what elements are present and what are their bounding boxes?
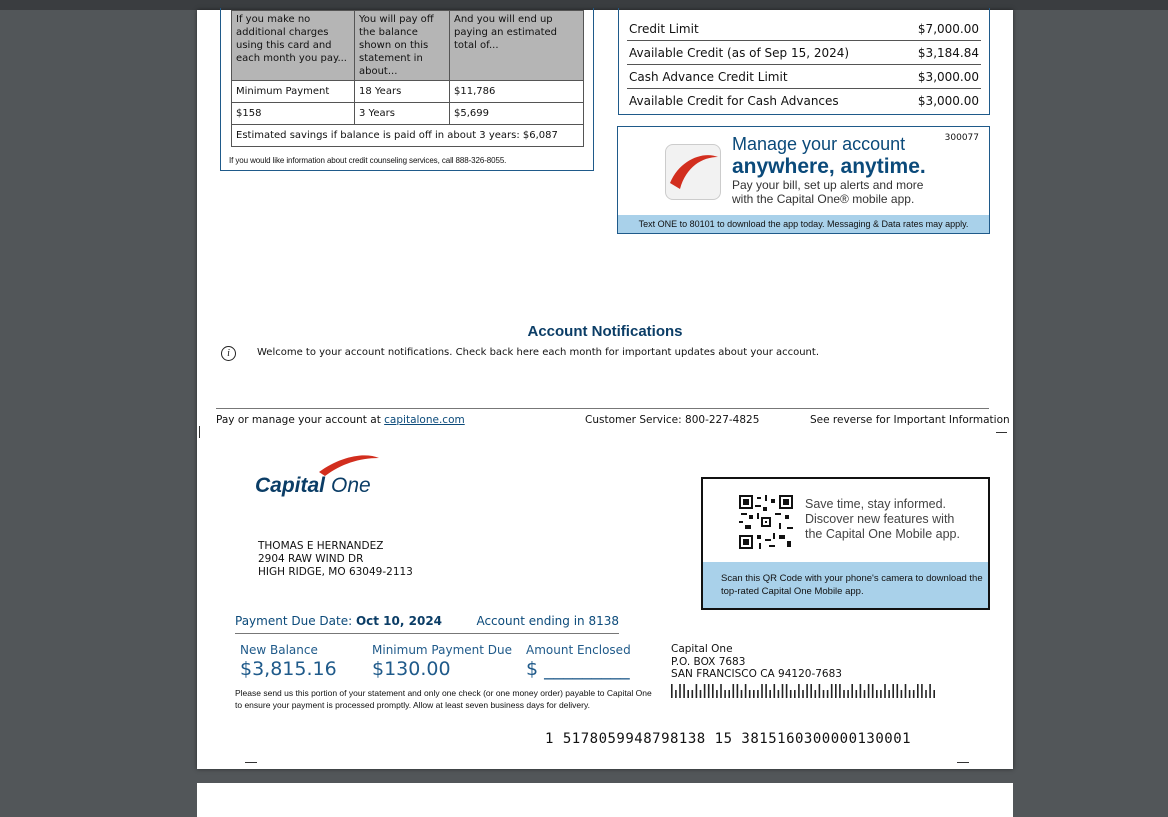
table-cell: 3 Years	[355, 103, 450, 125]
mobile-app-ad	[617, 126, 990, 234]
pay-online-text	[216, 414, 465, 426]
barcode-bar	[831, 684, 833, 698]
limit-label: Credit Limit	[629, 21, 699, 36]
cash-advance-limit-row	[627, 65, 981, 89]
qr-ad-line: Discover new features with	[805, 512, 955, 526]
limit-value: $3,184.84	[917, 45, 979, 60]
barcode-bar	[749, 690, 751, 698]
pay-prefix: Pay or manage your account at	[216, 414, 385, 426]
table-cell: $5,699	[450, 103, 584, 125]
credit-limit-box	[618, 8, 990, 115]
barcode-bar	[868, 684, 870, 698]
payoff-table	[231, 10, 584, 147]
min-payment: $130.00	[372, 658, 451, 680]
barcode-bar	[905, 684, 907, 698]
table-header: You will pay off the balance shown on this statement in about...	[355, 11, 450, 81]
instruction-line: Please send us this portion of your statement and only one check (or one money order) payable to Capital One	[235, 688, 652, 698]
statement-page	[197, 10, 1013, 769]
crop-mark	[199, 426, 200, 438]
customer-city: HIGH RIDGE, MO 63049-2113	[258, 566, 413, 578]
next-page	[197, 783, 1013, 817]
barcode-bar	[683, 684, 685, 698]
barcode-bar	[884, 684, 886, 698]
due-date: Oct 10, 2024	[355, 614, 443, 628]
barcode-bar	[757, 690, 759, 698]
amount-enclosed-field[interactable]: $ _________	[526, 658, 630, 680]
barcode-bar	[880, 690, 882, 698]
estimated-savings: Estimated savings if balance is paid off in about 3 years: $6,087	[232, 125, 584, 147]
barcode-bar	[892, 684, 894, 698]
ad-body-line: with the Capital One® mobile app.	[732, 192, 915, 206]
barcode-bar	[741, 690, 743, 698]
barcode-bar	[819, 684, 821, 698]
capital-one-logo	[255, 450, 395, 510]
barcode-bar	[687, 690, 689, 698]
due-date-label: Payment Due Date:	[235, 614, 353, 628]
barcode-bar	[827, 690, 829, 698]
barcode-bar	[745, 684, 747, 698]
barcode-bar	[724, 690, 726, 698]
barcode-bar	[933, 690, 935, 698]
barcode-bar	[782, 684, 784, 698]
barcode-bar	[864, 690, 866, 698]
limit-label: Cash Advance Credit Limit	[629, 69, 788, 84]
barcode-bar	[847, 690, 849, 698]
available-credit-row	[627, 41, 981, 65]
qr-code-ad	[701, 477, 990, 610]
barcode-bar	[917, 684, 919, 698]
qr-ad-line: the Capital One Mobile app.	[805, 527, 960, 541]
remit-address	[671, 643, 842, 681]
capital-one-app-icon	[665, 144, 721, 200]
table-row	[232, 81, 584, 103]
ad-text-strip: Text ONE to 80101 to download the app today. Messaging & Data rates may apply.	[618, 215, 989, 233]
barcode-bar	[753, 690, 755, 698]
limit-value: $3,000.00	[917, 94, 979, 108]
barcode-bar	[901, 690, 903, 698]
barcode-bar	[839, 684, 841, 698]
remit-city: SAN FRANCISCO CA 94120-7683	[671, 668, 842, 680]
crop-mark	[996, 432, 1007, 433]
ocr-scan-line: 1 5178059948798138 15 3815160300000130001	[545, 731, 912, 747]
barcode-bar	[921, 684, 923, 698]
barcode-bar	[675, 690, 677, 698]
barcode-bar	[700, 690, 702, 698]
notifications-title: Account Notifications	[527, 323, 683, 340]
barcode-bar	[876, 690, 878, 698]
barcode-bar	[823, 690, 825, 698]
minimum-payment-warning	[220, 8, 594, 171]
barcode-bar	[761, 684, 763, 698]
table-cell: $11,786	[450, 81, 584, 103]
info-icon: i	[221, 346, 236, 361]
barcode-bar	[810, 684, 812, 698]
barcode-bar	[856, 690, 858, 698]
logo-word-one: One	[331, 474, 371, 497]
logo-word-capital: Capital	[255, 474, 326, 497]
payment-due-line	[235, 614, 619, 634]
ad-body-line: Pay your bill, set up alerts and more	[732, 178, 924, 192]
barcode-bar	[774, 684, 776, 698]
barcode-bar	[913, 690, 915, 698]
barcode-bar	[778, 690, 780, 698]
table-row	[232, 125, 584, 147]
table-header: If you make no additional charges using this card and each month you pay...	[232, 11, 355, 81]
new-balance: $3,815.16	[240, 658, 337, 680]
table-cell: Minimum Payment	[232, 81, 355, 103]
barcode-bar	[671, 684, 673, 698]
barcode-bar	[794, 690, 796, 698]
limit-value: $7,000.00	[917, 21, 979, 36]
credit-limit-row	[627, 17, 981, 41]
qr-strip-line: Scan this QR Code with your phone's camera to download the	[721, 573, 983, 584]
barcode-bar	[737, 684, 739, 698]
barcode-bar	[835, 684, 837, 698]
instruction-line: to ensure your payment is processed promptly. Allow at least seven business days for delivery.	[235, 700, 590, 710]
min-payment-label: Minimum Payment Due	[372, 643, 513, 657]
qr-strip-line: top-rated Capital One Mobile app.	[721, 586, 864, 597]
customer-name: THOMAS E HERNANDEZ	[258, 540, 384, 552]
account-ending: Account ending in 8138	[476, 614, 619, 628]
barcode-bar	[790, 690, 792, 698]
barcode-bar	[786, 684, 788, 698]
barcode-bar	[720, 684, 722, 698]
customer-street: 2904 RAW WIND DR	[258, 553, 364, 565]
ad-code: 300077	[944, 133, 979, 143]
notification-message: Welcome to your account notifications. Check back here each month for important updates about your account.	[257, 347, 819, 358]
capitalone-link[interactable]: capitalone.com	[384, 414, 465, 426]
qr-ad-line: Save time, stay informed.	[805, 497, 947, 511]
barcode-bar	[712, 684, 714, 698]
barcode-bar	[925, 690, 927, 698]
barcode-bar	[679, 684, 681, 698]
barcode-bar	[815, 690, 817, 698]
customer-address	[258, 540, 413, 579]
limit-value: $3,000.00	[917, 69, 979, 84]
limit-label: Available Credit for Cash Advances	[629, 94, 839, 108]
barcode-bar	[692, 690, 694, 698]
barcode-bar	[765, 684, 767, 698]
new-balance-label: New Balance	[240, 643, 318, 657]
see-reverse-note: See reverse for Important Information	[810, 414, 1010, 426]
amount-enclosed-label: Amount Enclosed	[526, 643, 631, 657]
barcode-bar	[733, 684, 735, 698]
barcode-bar	[897, 684, 899, 698]
barcode-bar	[872, 684, 874, 698]
table-header: And you will end up paying an estimated total of...	[450, 11, 584, 81]
limit-label: Available Credit (as of Sep 15, 2024)	[629, 45, 850, 60]
ad-headline: Manage your account	[732, 134, 906, 154]
remit-name: Capital One	[671, 643, 733, 655]
crop-mark	[245, 762, 257, 763]
available-cash-advance-row	[627, 89, 981, 113]
qr-ad-strip	[703, 562, 988, 608]
barcode-bar	[798, 684, 800, 698]
table-cell: $158	[232, 103, 355, 125]
barcode-bar	[843, 690, 845, 698]
barcode-bar	[929, 684, 931, 698]
barcode-bar	[806, 684, 808, 698]
customer-service-phone: Customer Service: 800-227-4825	[585, 414, 760, 426]
barcode-bar	[909, 690, 911, 698]
barcode-bar	[888, 690, 890, 698]
barcode-bar	[716, 690, 718, 698]
barcode-bar	[696, 684, 698, 698]
barcode-bar	[860, 684, 862, 698]
barcode-bar	[704, 684, 706, 698]
barcode-bar	[728, 690, 730, 698]
credit-counseling-note: If you would like information about credit counseling services, call 888-326-8055.	[229, 156, 507, 165]
barcode-bar	[851, 684, 853, 698]
ad-subheadline: anywhere, anytime.	[732, 155, 926, 178]
crop-mark	[957, 762, 969, 763]
qr-code[interactable]	[739, 495, 793, 549]
table-row	[232, 103, 584, 125]
postal-barcode	[671, 684, 941, 698]
qr-ad-text	[805, 497, 960, 542]
barcode-bar	[802, 690, 804, 698]
barcode-bar	[769, 690, 771, 698]
divider	[216, 408, 989, 409]
table-cell: 18 Years	[355, 81, 450, 103]
barcode-bar	[708, 684, 710, 698]
remit-box: P.O. BOX 7683	[671, 655, 746, 668]
ad-body	[732, 178, 923, 206]
payment-instructions	[235, 687, 652, 711]
